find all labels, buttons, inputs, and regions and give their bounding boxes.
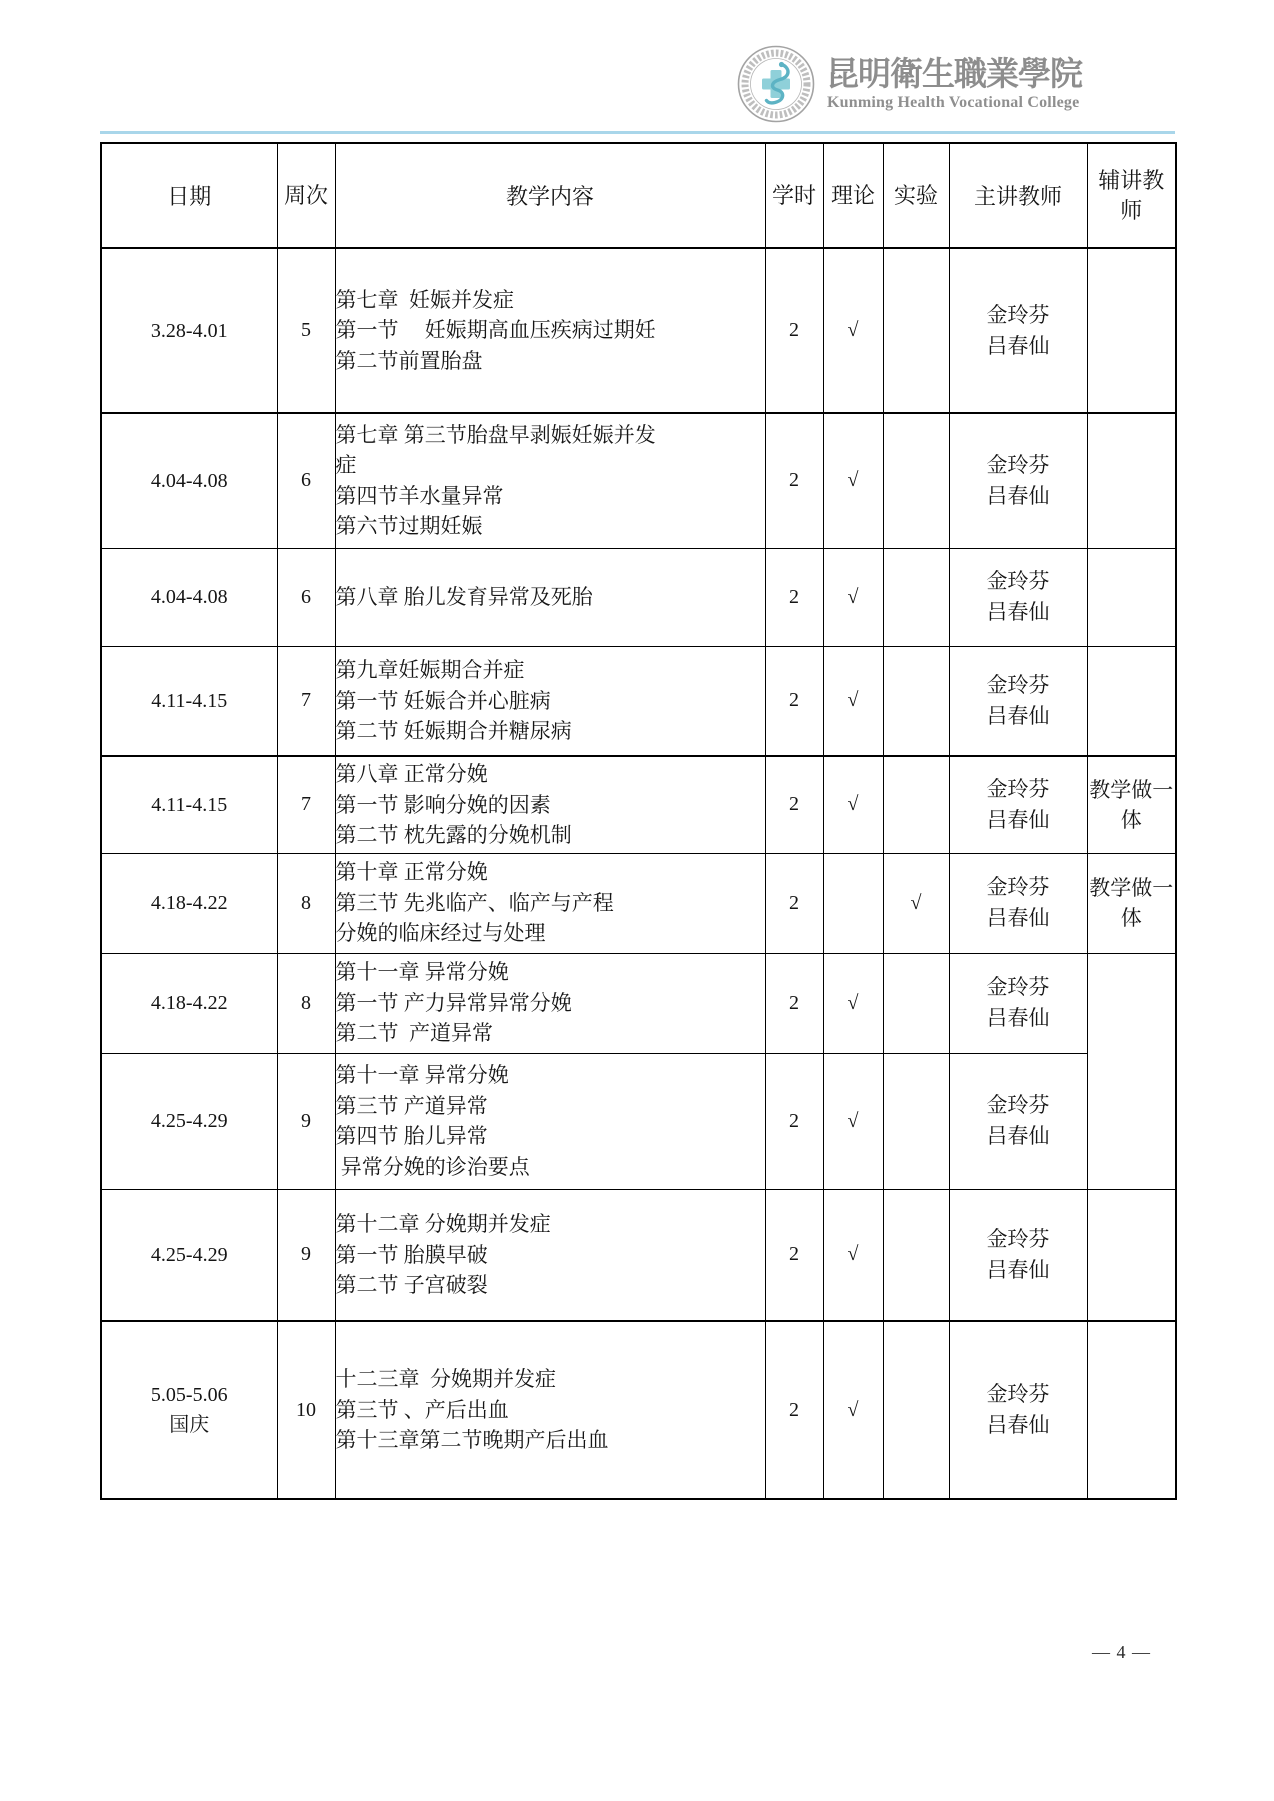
text-line: 金玲芬 xyxy=(986,875,1050,899)
hours-cell: 2 xyxy=(765,756,823,853)
main-teacher-cell xyxy=(949,248,1087,413)
week-cell: 9 xyxy=(277,1189,335,1321)
assistant-teacher-cell xyxy=(1087,953,1176,1189)
content-cell xyxy=(335,1321,765,1499)
text-line: 第一节 胎膜早破 xyxy=(335,1242,488,1267)
practice-check-cell xyxy=(883,646,949,756)
college-name-english: Kunming Health Vocational College xyxy=(827,94,1080,111)
week-cell: 6 xyxy=(277,413,335,548)
week-cell: 7 xyxy=(277,646,335,756)
main-teacher-cell xyxy=(949,953,1087,1053)
theory-check-cell: √ xyxy=(823,756,883,853)
hours-cell: 2 xyxy=(765,413,823,548)
text-line: 第七章 第三节胎盘早剥娠妊娠并发 xyxy=(335,422,656,447)
practice-check-cell xyxy=(883,1189,949,1321)
practice-check-cell xyxy=(883,1321,949,1499)
date-cell xyxy=(101,853,277,953)
college-seal-logo xyxy=(736,44,816,124)
week-cell: 8 xyxy=(277,953,335,1053)
assistant-teacher-cell xyxy=(1087,1189,1176,1321)
hours-cell: 2 xyxy=(765,548,823,646)
practice-check-cell xyxy=(883,1053,949,1189)
text-line: 症 xyxy=(335,453,357,478)
text-line: 金玲芬 xyxy=(986,672,1050,697)
text-line: 第七章 妊娠并发症 xyxy=(335,287,514,312)
text-line: 金玲芬 xyxy=(986,975,1050,999)
text-line: 吕春仙 xyxy=(986,807,1050,832)
text-line: 第三节 、产后出血 xyxy=(335,1397,509,1422)
assistant-teacher-cell xyxy=(1087,548,1176,646)
content-cell xyxy=(335,1189,765,1321)
teaching-schedule-table xyxy=(100,142,1177,1500)
text-line: 4.04-4.08 xyxy=(150,586,228,608)
header-row xyxy=(101,143,1176,248)
text-line: 金玲芬 xyxy=(986,1226,1050,1251)
assistant-teacher-cell: 教学做一体 xyxy=(1087,853,1176,953)
text-line: 第一节 妊娠合并心脏病 xyxy=(335,688,551,713)
text-line: 第十二章 分娩期并发症 xyxy=(335,1212,551,1236)
header-date: 日期 xyxy=(101,143,277,248)
theory-check-cell: √ xyxy=(823,953,883,1053)
assistant-teacher-cell xyxy=(1087,646,1176,756)
header-content: 教学内容 xyxy=(335,143,765,248)
practice-check-cell xyxy=(883,756,949,853)
hours-cell: 2 xyxy=(765,853,823,953)
hours-cell: 2 xyxy=(765,646,823,756)
text-line: 第二节 妊娠期合并糖尿病 xyxy=(335,719,572,743)
text-line: 国庆 xyxy=(169,1414,210,1436)
theory-check-cell: √ xyxy=(823,548,883,646)
text-line: 吕春仙 xyxy=(986,1006,1050,1030)
table-row xyxy=(101,756,1176,853)
theory-check-cell: √ xyxy=(823,248,883,413)
table-row xyxy=(101,953,1176,1053)
header-main-teacher: 主讲教师 xyxy=(949,143,1087,248)
main-teacher-cell xyxy=(949,1321,1087,1499)
date-cell xyxy=(101,756,277,853)
practice-check-cell xyxy=(883,413,949,548)
text-line: 第二节 枕先露的分娩机制 xyxy=(335,823,572,847)
text-line: 第二节前置胎盘 xyxy=(335,348,483,373)
week-cell: 6 xyxy=(277,548,335,646)
text-line: 十二三章 分娩期并发症 xyxy=(335,1367,556,1392)
table-row xyxy=(101,853,1176,953)
text-line: 3.28-4.01 xyxy=(150,319,228,342)
practice-check-cell: √ xyxy=(883,853,949,953)
theory-check-cell: √ xyxy=(823,413,883,548)
text-line: 第二节 产道异常 xyxy=(335,1021,493,1046)
week-cell: 5 xyxy=(277,248,335,413)
main-teacher-cell xyxy=(949,413,1087,548)
text-line: 第十三章第二节晚期产后出血 xyxy=(335,1428,609,1453)
content-cell xyxy=(335,756,765,853)
content-cell xyxy=(335,413,765,548)
main-teacher-cell xyxy=(949,548,1087,646)
main-teacher-cell xyxy=(949,1053,1087,1189)
theory-check-cell: √ xyxy=(823,1189,883,1321)
text-line: 第九章妊娠期合并症 xyxy=(335,658,525,682)
practice-check-cell xyxy=(883,248,949,413)
text-line: 第十一章 异常分娩 xyxy=(335,960,509,985)
text-line: 分娩的临床经过与处理 xyxy=(335,921,546,946)
text-line: 金玲芬 xyxy=(986,776,1050,801)
letterhead-rule xyxy=(100,131,1175,134)
date-cell xyxy=(101,1053,277,1189)
main-teacher-cell xyxy=(949,646,1087,756)
main-teacher-cell xyxy=(949,1189,1087,1321)
content-cell xyxy=(335,953,765,1053)
table-row xyxy=(101,1321,1176,1499)
table-row xyxy=(101,248,1176,413)
date-cell xyxy=(101,646,277,756)
text-line: 金玲芬 xyxy=(986,569,1050,593)
text-line: 4.18-4.22 xyxy=(150,992,228,1014)
text-line: 第一节 妊娠期高血压疾病过期妊 xyxy=(335,318,656,343)
text-line: 第十一章 异常分娩 xyxy=(335,1063,509,1087)
schedule-table-body xyxy=(101,248,1176,1499)
text-line: 吕春仙 xyxy=(986,1124,1050,1148)
text-line: 4.11-4.15 xyxy=(151,793,228,816)
text-line: 吕春仙 xyxy=(986,703,1050,728)
page-number: — 4 — xyxy=(1092,1642,1151,1662)
theory-check-cell xyxy=(823,853,883,953)
text-line: 金玲芬 xyxy=(986,1093,1050,1117)
text-line: 第四节 胎儿异常 xyxy=(335,1124,488,1148)
text-line: 第三节 产道异常 xyxy=(335,1093,488,1118)
practice-check-cell xyxy=(883,548,949,646)
text-line: 吕春仙 xyxy=(986,483,1050,508)
header-assistant-teacher: 辅讲教师 xyxy=(1087,143,1176,248)
date-cell xyxy=(101,953,277,1053)
text-line: 吕春仙 xyxy=(986,333,1050,358)
text-line: 吕春仙 xyxy=(986,1257,1050,1282)
date-cell xyxy=(101,1321,277,1499)
hours-cell: 2 xyxy=(765,1189,823,1321)
text-line: 第四节羊水量异常 xyxy=(335,483,504,508)
text-line: 金玲芬 xyxy=(986,302,1050,327)
date-cell xyxy=(101,548,277,646)
theory-check-cell: √ xyxy=(823,1053,883,1189)
text-line: 4.04-4.08 xyxy=(150,469,228,492)
text-line: 4.11-4.15 xyxy=(151,689,228,712)
text-line: 金玲芬 xyxy=(986,452,1050,477)
college-name-chinese: 昆明衛生職業學院 xyxy=(826,57,1082,93)
header-week: 周次 xyxy=(277,143,335,248)
text-line: 第八章 正常分娩 xyxy=(335,762,488,786)
assistant-teacher-cell xyxy=(1087,248,1176,413)
week-cell: 9 xyxy=(277,1053,335,1189)
table-row xyxy=(101,413,1176,548)
text-line: 第一节 影响分娩的因素 xyxy=(335,792,551,817)
content-cell xyxy=(335,646,765,756)
table-row xyxy=(101,646,1176,756)
table-row xyxy=(101,1189,1176,1321)
text-line: 吕春仙 xyxy=(986,906,1050,930)
content-cell xyxy=(335,1053,765,1189)
table-row xyxy=(101,1053,1176,1189)
text-line: 第一节 产力异常异常分娩 xyxy=(335,990,572,1015)
text-line: 金玲芬 xyxy=(986,1382,1050,1406)
text-line: 第二节 子宫破裂 xyxy=(335,1273,488,1297)
header-practice: 实验 xyxy=(883,143,949,248)
main-teacher-cell xyxy=(949,756,1087,853)
text-line: 第十章 正常分娩 xyxy=(335,860,488,885)
text-line: 吕春仙 xyxy=(986,1413,1050,1437)
date-cell xyxy=(101,248,277,413)
text-line: 4.25-4.29 xyxy=(150,1110,228,1132)
hours-cell: 2 xyxy=(765,1053,823,1189)
week-cell: 7 xyxy=(277,756,335,853)
assistant-teacher-cell xyxy=(1087,413,1176,548)
date-cell xyxy=(101,1189,277,1321)
practice-check-cell xyxy=(883,953,949,1053)
assistant-teacher-cell: 教学做一体 xyxy=(1087,756,1176,853)
week-cell: 8 xyxy=(277,853,335,953)
theory-check-cell: √ xyxy=(823,646,883,756)
content-cell xyxy=(335,548,765,646)
header-hours: 学时 xyxy=(765,143,823,248)
college-seal-icon xyxy=(736,44,816,124)
main-teacher-cell xyxy=(949,853,1087,953)
content-cell xyxy=(335,248,765,413)
hours-cell: 2 xyxy=(765,1321,823,1499)
hours-cell: 2 xyxy=(765,248,823,413)
text-line: 第三节 先兆临产、临产与产程 xyxy=(335,890,614,915)
theory-check-cell: √ xyxy=(823,1321,883,1499)
text-line: 第六节过期妊娠 xyxy=(335,514,483,539)
date-cell xyxy=(101,413,277,548)
text-line: 4.18-4.22 xyxy=(150,892,228,914)
text-line: 吕春仙 xyxy=(986,600,1050,624)
assistant-teacher-cell xyxy=(1087,1321,1176,1499)
table-row xyxy=(101,548,1176,646)
text-line: 4.25-4.29 xyxy=(150,1243,228,1266)
text-line: 异常分娩的诊治要点 xyxy=(335,1154,530,1179)
hours-cell: 2 xyxy=(765,953,823,1053)
content-cell xyxy=(335,853,765,953)
week-cell: 10 xyxy=(277,1321,335,1499)
text-line: 第八章 胎儿发育异常及死胎 xyxy=(335,584,593,609)
text-line: 5.05-5.06 xyxy=(150,1384,228,1406)
header-theory: 理论 xyxy=(823,143,883,248)
